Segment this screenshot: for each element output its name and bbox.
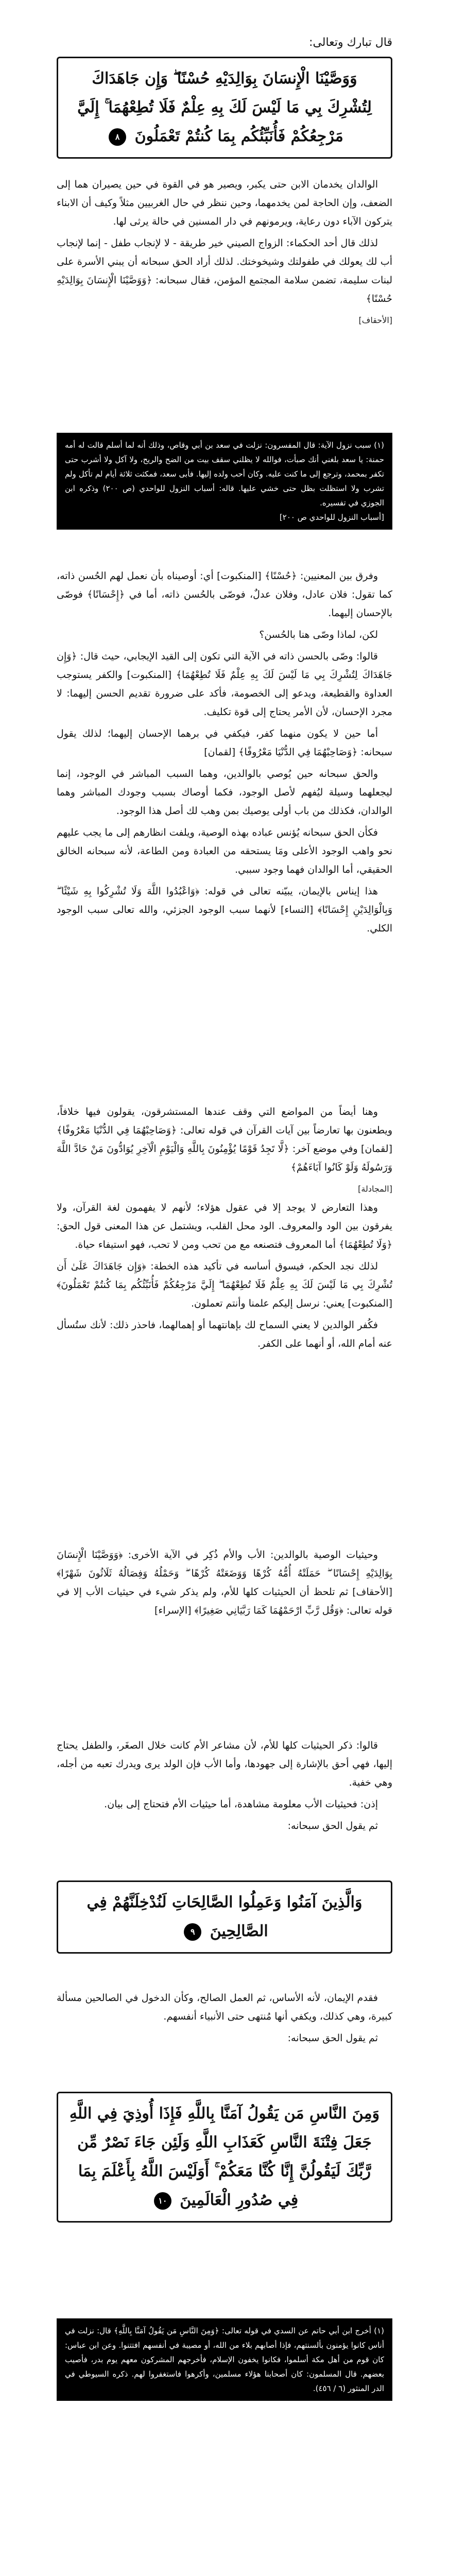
paragraph: قالوا: وصّى بالحسن ذاته في الآية التي تكون إلى القيد الإيجابي، حيث قال: ﴿وَإِن جَاهَدَاكَ لِتُشْرِكَ بِي مَا لَيْسَ لَكَ بِهِ عِلْمٌ فَلَا تُطِعْهُمَا﴾ [المنكبوت] والكفر يستوجب العداوة والقطيعة، ويدعو إلى الخصومة، فأكد على ضرورة تقديم الحسن إليهما: لا مجرد الإحسان، لأن الأمر يحتاج إلى قوة تكليف. (57, 651, 392, 718)
footnote-body: (١) أخرج ابن أبي حاتم عن السدي في قوله تعالى: ﴿وَمِنَ النَّاسِ مَن يَقُولُ آمَنَّا بِاللَّهِ﴾ قال: نزلت في أناس كانوا يؤمنون بألسنتهم، فإذا أصابهم بلاء من الله، أو مصيبة في أنفسهم افتتنوا. وعن ابن عباس: كان قوم من أهل مكة أسلموا، فكانوا يخفون الإسلام، فأخرجهم المشركون معهم يوم بدر، فأصيب بعضهم. قال المسلمون: كان أصحابنا هؤلاء مسلمين، وأكرهوا فاستغفروا لهم. ذكره السيوطي في الدر المنثور (٦ / ٤٥٦). (65, 2326, 384, 2393)
verse-text: وَوَصَّيْنَا الْإِنسَانَ بِوَالِدَيْهِ حُسْنًا ۖ وَإِن جَاهَدَاكَ لِتُشْرِكَ بِي مَا لَيْسَ لَكَ بِهِ عِلْمٌ فَلَا تُطِعْهُمَا ۚ إِلَيَّ مَرْجِعُكُمْ فَأُنَبِّئُكُم بِمَا كُنتُمْ تَعْمَلُونَ (77, 70, 372, 145)
paragraph: لكن، لماذا وصّى هنا بالحُسن؟ (259, 629, 378, 640)
paragraph: فكأن الحق سبحانه يُؤنس عباده بهذه الوصية، ويلفت انظارهم إلى ما يجب عليهم نحو واهب الوجود الأعلى ومَا يستحقه من العبادة ومن الطاعة، لأنه سبحانه الخالق الحقيقي، أما الوالدان فهما وجود سببي. (57, 827, 392, 875)
paragraph: لذلك نجد الحكم، فيسوق أساسه في تأكيد هذه الخطة: ﴿وَإِن جَاهَدَاكَ عَلَىٰ أَن تُشْرِكَ بِي مَا لَيْسَ لَكَ بِهِ عِلْمٌ فَلَا تُطِعْهُمَا ۖ إِلَيَّ مَرْجِعُكُمْ فَأُنَبِّئُكُم بِمَا كُنتُمْ تَعْمَلُونَ﴾ [المنكبوت] يعني: نرسل إليكم علمنا وأنتم تعملون. (57, 1261, 392, 1309)
ayah-number-marker: ١٠ (154, 2192, 171, 2210)
verse-frame (57, 1880, 392, 1954)
commentary-section-3 (57, 1103, 392, 1356)
intro-label: قال تبارك وتعالى: (309, 36, 392, 49)
paragraph: إذن: فحيثيات الأب معلومة مشاهدة، أما حيثيات الأم فتحتاج إلى بيان. (104, 1799, 378, 1810)
footnote-text (57, 433, 392, 530)
paragraph: فقدم الإيمان، لأنه الأساس، ثم العمل الصالح، وكأن الدخول في الصالحين مسألة كبيرة، وهي كذلك، ويكفي أنها مُنتهى حتى الأنبياء أنفسهم. (57, 1992, 392, 2022)
verse-box-3 (57, 2092, 392, 2223)
verse-frame (57, 57, 392, 159)
verse-text: وَمِنَ النَّاسِ مَن يَقُولُ آمَنَّا بِاللَّهِ فَإِذَا أُوذِيَ فِي اللَّهِ جَعَلَ فِتْنَةَ النَّاسِ كَعَذَابِ اللَّهِ وَلَئِن جَاءَ نَصْرٌ مِّن رَّبِّكَ لَيَقُولُنَّ إِنَّا كُنَّا مَعَكُمْ ۚ أَوَلَيْسَ اللَّهُ بِأَعْلَمَ بِمَا فِي صُدُورِ الْعَالَمِينَ (69, 2105, 380, 2209)
paragraph: وهذا التعارض لا يوجد إلا في عقول هؤلاء؛ لأنهم لا يفهمون لغة القرآن، ولا يفرقون بين الود والمعروف. الود محل القلب، ويشتمل عن هذا المعنى قول الحق: ﴿وَلَا تُطِعْهُمَا﴾ أما المعروف فتصنعه مع من تحب ومن لا تحب، فهو استيفاء حياة. (57, 1202, 392, 1250)
paragraph: وهنا أيضاً من المواضع التي وقف عندها المستشرقون، يقولون فيها خلافاً، ويطعنون بها تعارضاً بين آيات القرآن في قوله تعالى: ﴿وَصَاحِبْهُمَا فِي الدُّنْيَا مَعْرُوفًا﴾ [لقمان] وفي موضع آخر: ﴿لَّا تَجِدُ قَوْمًا يُؤْمِنُونَ بِاللَّهِ وَالْيَوْمِ الْآخِرِ يُوَادُّونَ مَنْ حَادَّ اللَّهَ وَرَسُولَهُ وَلَوْ كَانُوا آبَاءَهُمْ﴾ (57, 1106, 392, 1173)
paragraph: ثم يقول الحق سبحانه: (287, 1820, 378, 1832)
paragraph: قالوا: ذكر الحيثيات كلها للأم، لأن مشاعر الأم كانت خلال الصغَر، والطفل يحتاج إليها، فهي أحق بالإشارة إلى جهودها، وأما الأب فإن الولد يرى ويدرك تعبه من أجله، وهي خفية. (57, 1740, 392, 1788)
commentary-section-5 (57, 1736, 392, 1838)
ayah-number-marker: ٨ (109, 128, 126, 146)
paragraph: ثم يقول الحق سبحانه: (287, 2032, 378, 2044)
footnote-box-2 (57, 2318, 392, 2401)
commentary-section-2 (57, 567, 392, 941)
paragraph: فكُفر الوالدين لا يعني السماح لك بإهانتهما أو إهمالهما، فاحذر ذلك: لأنك ستُسأل عنه أمام الله، أو أنهما على الكفر. (57, 1319, 392, 1349)
commentary-section-6 (57, 1989, 392, 2050)
verse-frame (57, 2092, 392, 2223)
verse-text: وَالَّذِينَ آمَنُوا وَعَمِلُوا الصَّالِحَاتِ لَنُدْخِلَنَّهُمْ فِي الصَّالِحِينَ (87, 1893, 362, 1940)
paragraph: والحق سبحانه حين يُوصي بالوالدين، وهما السبب المباشر في الوجود، إنما ليجعلهما وسيلة ليُفهم لأصل الوجود، فكما أوصاك بسبب وجودك المباشر وهما الوالدان، فكذلك من باب أولى يوصيك بمن وهب لك أصل هذا الوجود. (57, 768, 392, 817)
paragraph: لذلك قال أحد الحكماء: الزواج الصيني خير طريقة - لا لإنجاب طفل - إنما لإنجاب أب لك يعولك في طفولتك وشيخوختك. لذلك أراد الحق سبحانه أن يبني الأسرة على لبنات سليمة، تضمن سلامة المجتمع المؤمن، فقال سبحانه: ﴿وَوَصَّيْنَا الْإِنسَانَ بِوَالِدَيْهِ حُسْنًا﴾ (57, 238, 392, 304)
verse-box-1 (57, 57, 392, 159)
page-column (57, 21, 392, 2576)
paragraph: أما حين لا يكون منهما كفر، فيكفي في برهما الإحسان إليهما؛ لذلك يقول سبحانه: ﴿وَصَاحِبْهُمَا فِي الدُّنْيَا مَعْرُوفًا﴾ [لقمان] (57, 728, 392, 758)
verse-box-2 (57, 1880, 392, 1954)
paragraph: وفرق بين المعنيين: ﴿حُسْنًا﴾ [المنكبوت] أي: أوصيناه بأن نعمل لهم الحُسن ذاته، كما تقول: فلان عادل، وفلان عدلٌ، فوصّى بالحُسن ذاته، أما في ﴿إِحْسَانًا﴾ فوصّى بالإحسان إليهما. (57, 570, 392, 619)
footnote-text (57, 2318, 392, 2401)
ayah-number-marker: ٩ (184, 1923, 201, 1941)
commentary-section-1 (57, 175, 392, 330)
footnote-body: (١) سبب نزول الآية: قال المفسرون: نزلت في سعد بن أبي وقاص، وذلك أنه لما أسلم قالت له أمه حمنة: يا سعد بلغني أنك صبأت، فوالله لا يظلني سقف بيت من الضح والريح، ولا آكل ولا أشرب حتى تكفر بمحمد، وترجع إلى ما كنت عليه. وكان أحب ولده إليها. فأبى سعد، فمكثت ثلاثة أيام لم تأكل ولم تشرب ولا استظلت بظل حتى خشي عليها. قاله: أسباب النزول للواحدي (ص ٢٠٠) وذكره ابن الجوزي في تفسيره. (65, 440, 384, 507)
commentary-section-4 (57, 1546, 392, 1623)
paragraph: وحيثيات الوصية بالوالدين: الأب والأم ذُكِر في الآية الأخرى: ﴿وَوَصَّيْنَا الْإِنسَانَ بِوَالِدَيْهِ إِحْسَانًا ۖ حَمَلَتْهُ أُمُّهُ كُرْهًا وَوَضَعَتْهُ كُرْهًا ۖ وَحَمْلُهُ وَفِصَالُهُ ثَلَاثُونَ شَهْرًا﴾ [الأحقاف] ثم تلحظ أن الحيثيات كلها للأم، ولم يذكر شيء في حيثيات الأب إلا في قوله تعالى: ﴿وَقُل رَّبِّ ارْحَمْهُمَا كَمَا رَبَّيَانِي صَغِيرًا﴾ [الإسراء] (57, 1549, 392, 1616)
surah-reference: [المجادلة] (358, 1184, 392, 1194)
paragraph: هذا إيناس بالإيمان، يبيّنه تعالى في قوله: ﴿وَاعْبُدُوا اللَّهَ وَلَا تُشْرِكُوا بِهِ شَيْئًا ۖ وَبِالْوَالِدَيْنِ إِحْسَانًا﴾ [النساء] لأنهما سبب الوجود الجزئي، والله تعالى سبب الوجود الكلي. (57, 886, 392, 934)
footnote-box-1 (57, 433, 392, 530)
footnote-source: [أسباب النزول للواحدي ص ٢٠٠] (279, 513, 384, 522)
paragraph: الوالدان يخدمان الابن حتى يكبر، ويصير هو في القوة في حين يصيران هما إلى الضعف، وإن الحاجة لمن يخدمهما، وحين ننظر في حال الغربيين مثلاً وكيف أن الابناء يتركون الآباء دون رعاية، ويرمونهم في دار المسنين في حالة يرثى لها. (57, 179, 392, 227)
surah-reference: [الأحقاف] (358, 315, 392, 325)
